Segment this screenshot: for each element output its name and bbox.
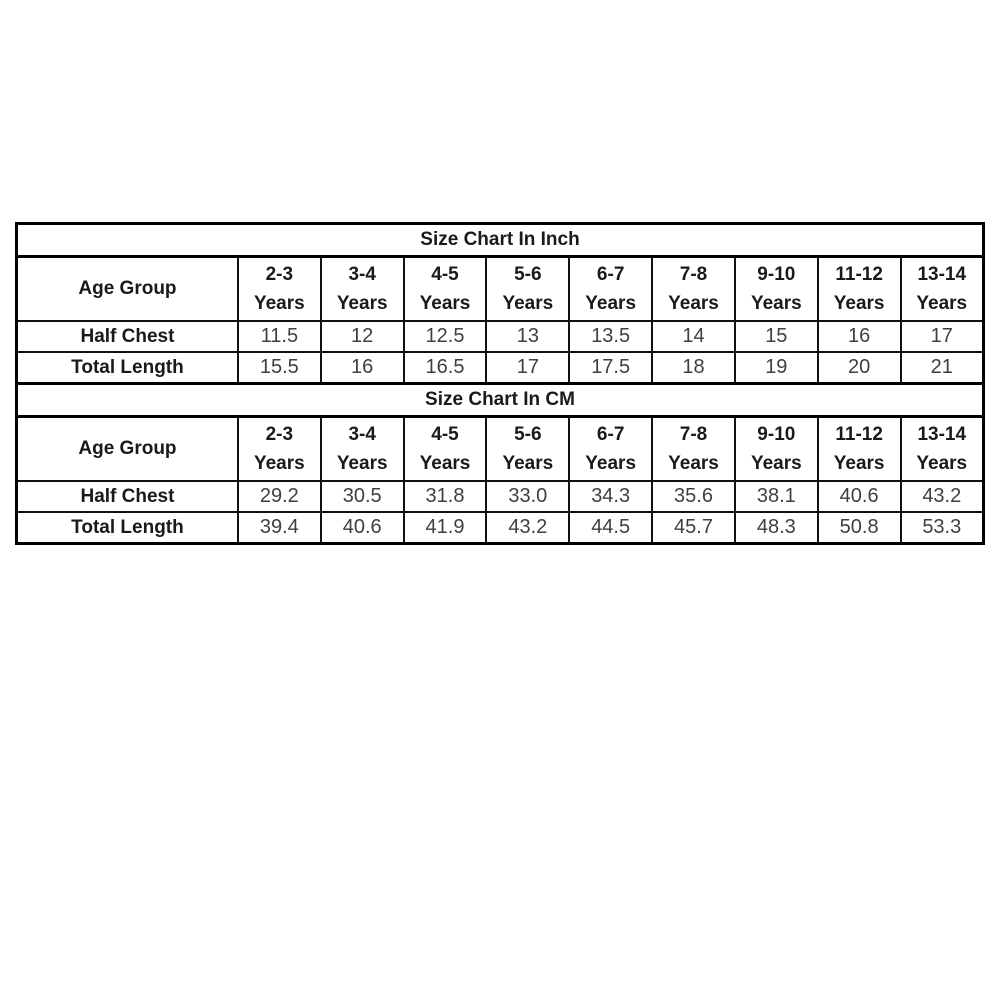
table-row — [17, 384, 984, 417]
age-range: 2-3 — [265, 263, 294, 285]
table-cell: 19 — [735, 352, 818, 384]
table-row — [17, 481, 984, 512]
age-range: 9-10 — [757, 423, 796, 445]
age-unit: Years — [502, 453, 554, 474]
age-group-header: Age Group — [17, 417, 238, 482]
table-cell: 15 — [735, 321, 818, 352]
table-cell: 16 — [321, 352, 404, 384]
age-unit: Years — [419, 453, 471, 474]
column-header — [901, 257, 984, 322]
column-header — [404, 417, 487, 482]
age-unit: Years — [502, 293, 554, 314]
age-range: 5-6 — [514, 263, 542, 285]
section-title-cm: Size Chart In CM — [17, 384, 984, 417]
age-unit: Years — [668, 453, 719, 474]
table-cell: 50.8 — [818, 512, 901, 544]
column-header — [321, 417, 404, 482]
column-header — [404, 257, 487, 322]
table-cell: 40.6 — [818, 481, 901, 512]
age-range: 7-8 — [679, 263, 708, 285]
age-range: 3-4 — [348, 423, 376, 445]
table-cell: 29.2 — [238, 481, 321, 512]
table-cell: 14 — [652, 321, 735, 352]
age-unit: Years — [585, 293, 637, 314]
column-header — [818, 257, 901, 322]
table-cell: 53.3 — [901, 512, 984, 544]
row-label-total-length: Total Length — [17, 352, 238, 384]
age-range: 13-14 — [917, 423, 967, 445]
age-group-header: Age Group — [17, 257, 238, 322]
table-cell: 33.0 — [486, 481, 569, 512]
age-range: 11-12 — [835, 423, 883, 445]
table-row — [17, 224, 984, 257]
age-unit: Years — [585, 453, 637, 474]
age-range: 3-4 — [348, 263, 376, 285]
column-header — [652, 257, 735, 322]
age-unit: Years — [336, 293, 388, 314]
size-chart-table — [15, 222, 985, 545]
column-header — [901, 417, 984, 482]
age-unit: Years — [336, 453, 388, 474]
section-title-inch: Size Chart In Inch — [17, 224, 984, 257]
column-header — [818, 417, 901, 482]
column-header — [569, 417, 652, 482]
table-cell: 44.5 — [569, 512, 652, 544]
table-cell: 41.9 — [404, 512, 487, 544]
table-cell: 21 — [901, 352, 984, 384]
table-cell: 34.3 — [569, 481, 652, 512]
table-cell: 12.5 — [404, 321, 487, 352]
table-row — [17, 512, 984, 544]
age-range: 7-8 — [679, 423, 708, 445]
age-range: 5-6 — [514, 423, 542, 445]
column-header — [238, 417, 321, 482]
table-cell: 35.6 — [652, 481, 735, 512]
table-cell: 15.5 — [238, 352, 321, 384]
table-cell: 12 — [321, 321, 404, 352]
table-cell: 17 — [901, 321, 984, 352]
table-cell: 16 — [818, 321, 901, 352]
row-label-half-chest: Half Chest — [17, 321, 238, 352]
age-unit: Years — [253, 293, 305, 314]
age-unit: Years — [833, 293, 885, 314]
row-label-total-length: Total Length — [17, 512, 238, 544]
table-row — [17, 257, 984, 322]
column-header — [735, 257, 818, 322]
age-unit: Years — [916, 453, 968, 474]
table-cell: 45.7 — [652, 512, 735, 544]
table-cell: 17 — [486, 352, 569, 384]
table-cell: 39.4 — [238, 512, 321, 544]
table-row — [17, 352, 984, 384]
column-header — [238, 257, 321, 322]
age-unit: Years — [833, 453, 885, 474]
table-row — [17, 321, 984, 352]
table-row — [17, 417, 984, 482]
age-unit: Years — [750, 453, 802, 474]
column-header — [569, 257, 652, 322]
age-range: 6-7 — [596, 423, 625, 445]
age-range: 6-7 — [596, 263, 625, 285]
column-header — [735, 417, 818, 482]
table-cell: 17.5 — [569, 352, 652, 384]
table-cell: 43.2 — [486, 512, 569, 544]
table-cell: 20 — [818, 352, 901, 384]
age-range: 9-10 — [757, 263, 796, 285]
table-cell: 18 — [652, 352, 735, 384]
age-unit: Years — [916, 293, 968, 314]
age-unit: Years — [668, 293, 719, 314]
table-cell: 43.2 — [901, 481, 984, 512]
column-header — [486, 257, 569, 322]
column-header — [652, 417, 735, 482]
age-unit: Years — [750, 293, 802, 314]
table-cell: 13.5 — [569, 321, 652, 352]
age-unit: Years — [419, 293, 471, 314]
column-header — [321, 257, 404, 322]
age-range: 13-14 — [917, 263, 967, 285]
column-header — [486, 417, 569, 482]
age-range: 4-5 — [431, 423, 459, 445]
age-range: 4-5 — [431, 263, 459, 285]
table-cell: 13 — [486, 321, 569, 352]
age-range: 11-12 — [835, 263, 883, 285]
table-cell: 38.1 — [735, 481, 818, 512]
age-range: 2-3 — [265, 423, 294, 445]
row-label-half-chest: Half Chest — [17, 481, 238, 512]
table-cell: 31.8 — [404, 481, 487, 512]
table-cell: 11.5 — [238, 321, 321, 352]
table-cell: 48.3 — [735, 512, 818, 544]
table-cell: 40.6 — [321, 512, 404, 544]
table-cell: 16.5 — [404, 352, 487, 384]
table-cell: 30.5 — [321, 481, 404, 512]
age-unit: Years — [253, 453, 305, 474]
